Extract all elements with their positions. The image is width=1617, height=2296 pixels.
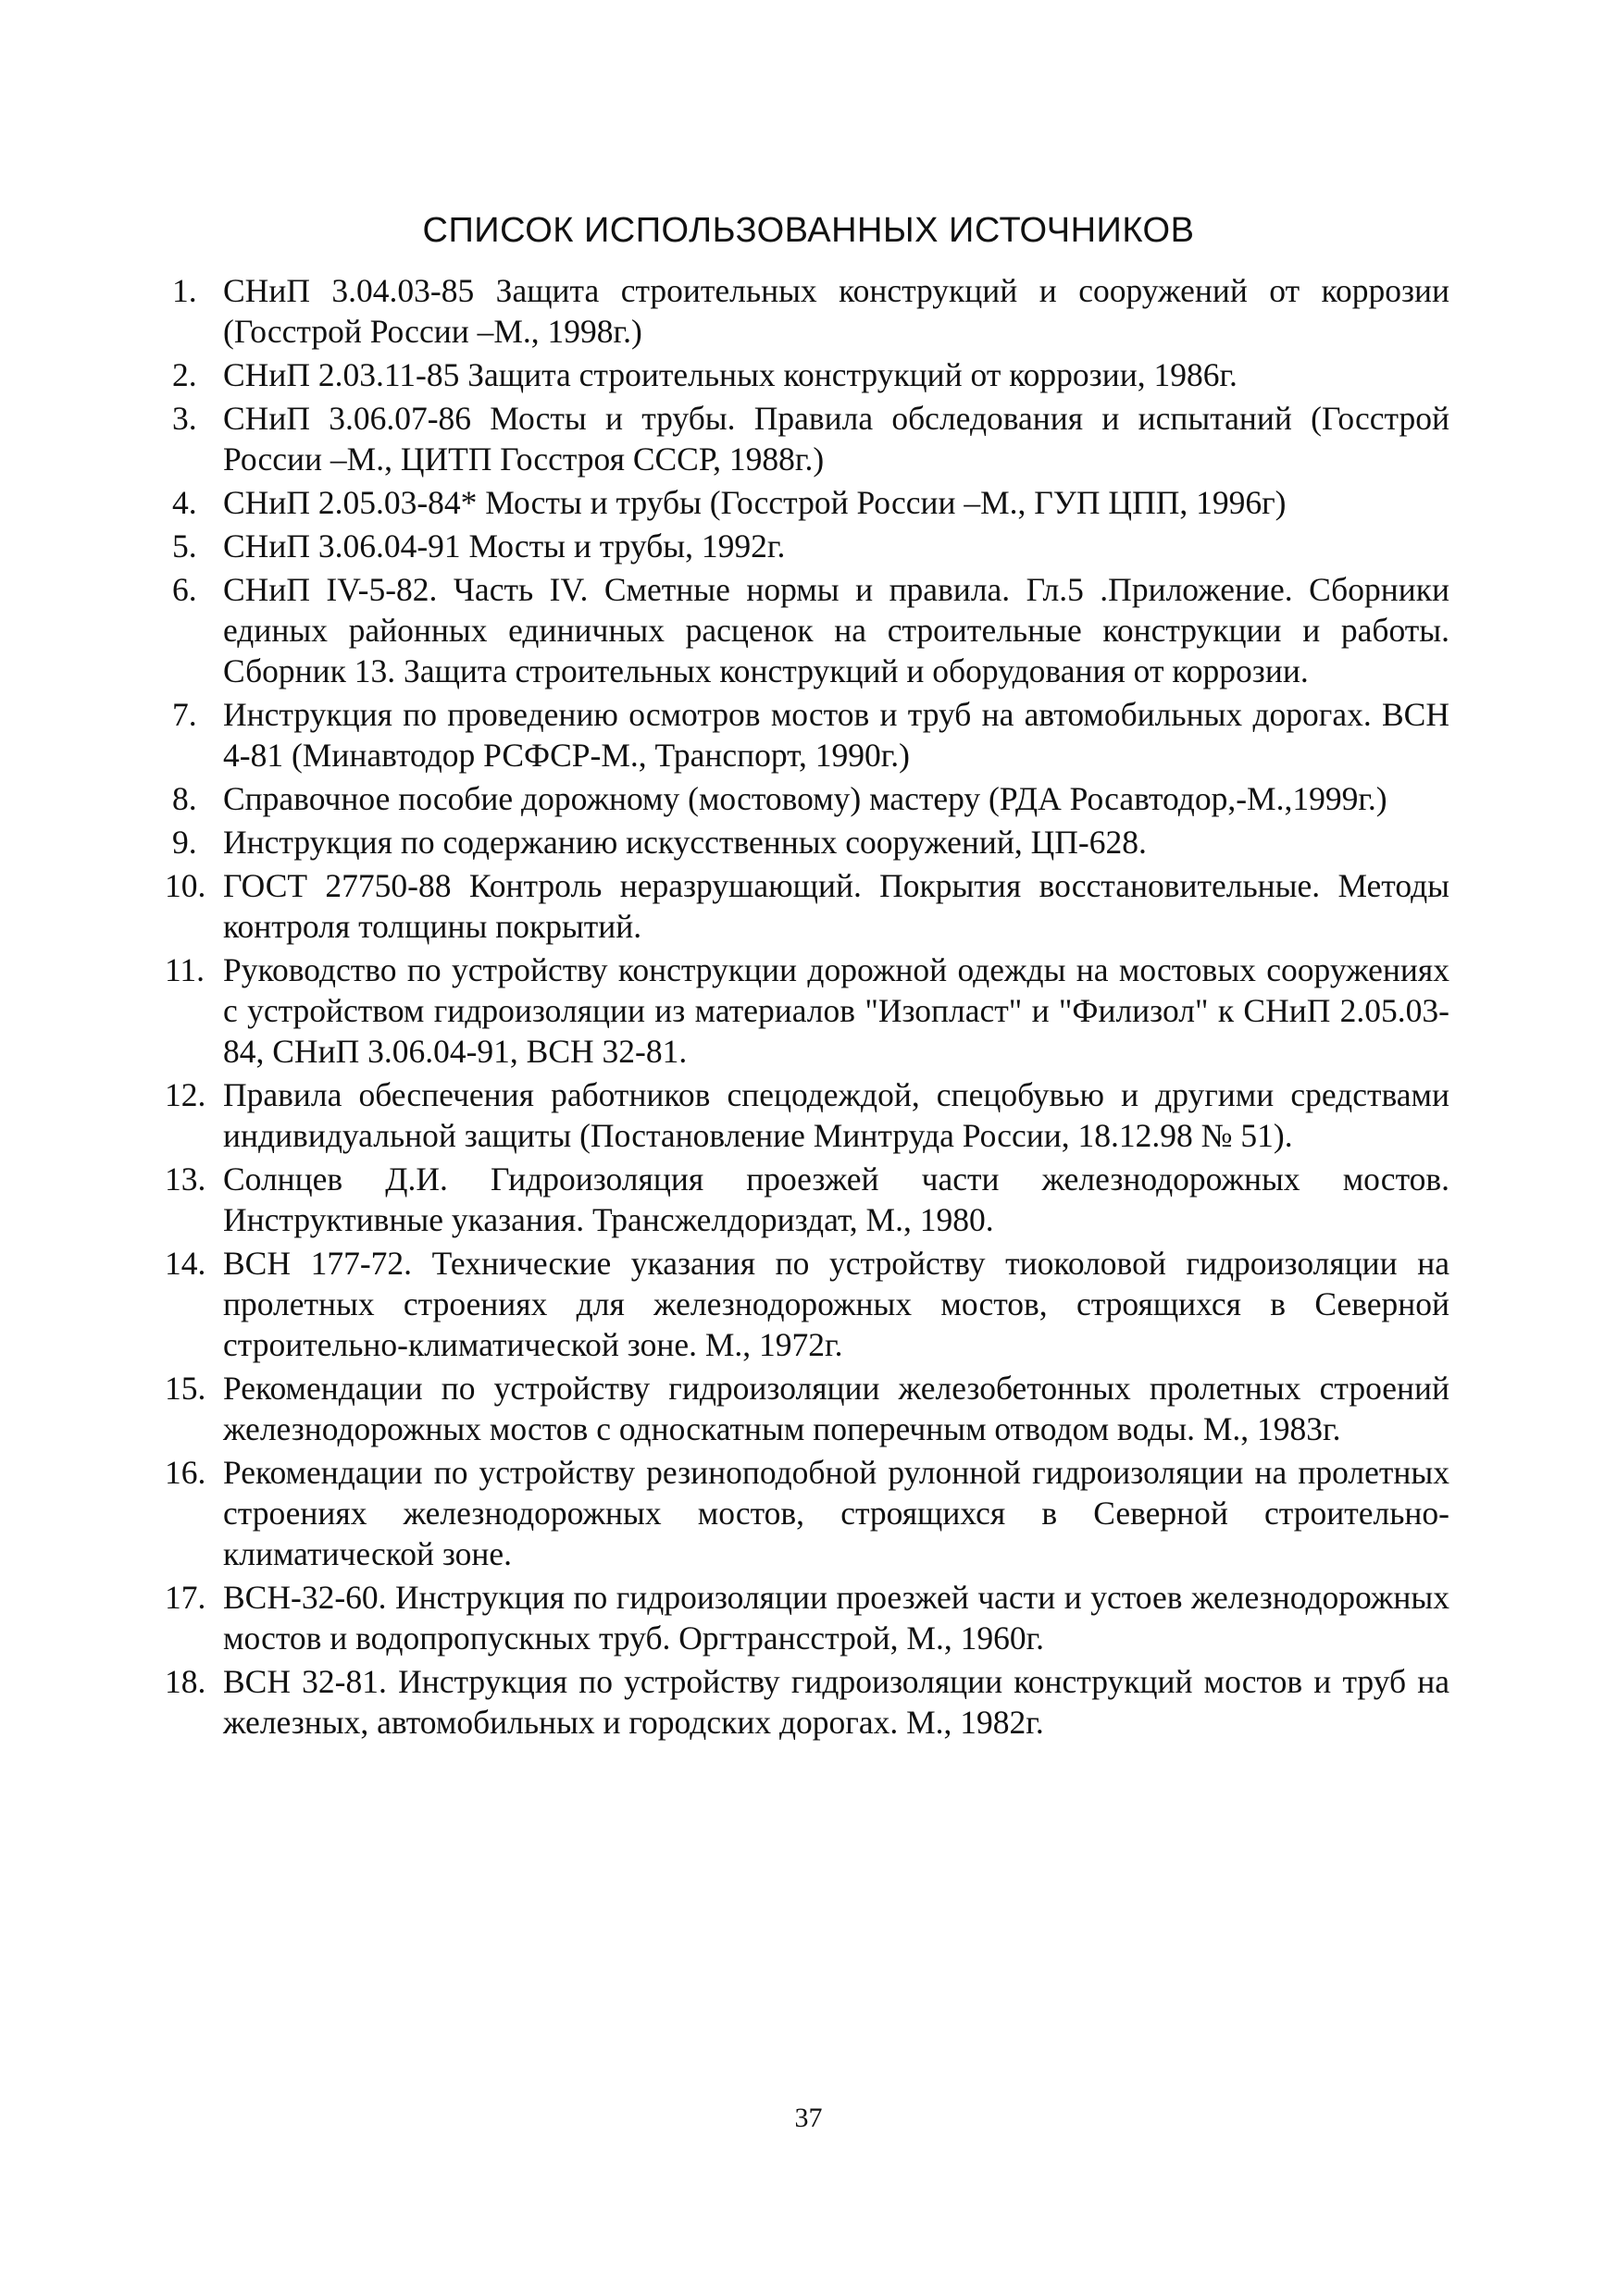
reference-item xyxy=(172,778,1449,819)
reference-number: 7. xyxy=(172,696,197,733)
reference-number: 8. xyxy=(172,780,197,817)
reference-text: ВСН 32-81. Инструкция по устройству гидроизоляции конструкций мостов и труб на железных, автомобильных и городских дорогах. М., 1982г. xyxy=(223,1663,1449,1741)
reference-text: Справочное пособие дорожному (мостовому) мастеру (РДА Росавтодор,-М.,1999г.) xyxy=(223,780,1387,817)
reference-list xyxy=(165,270,1449,1745)
reference-text: Рекомендации по устройству гидроизоляции железобетонных пролетных строений железнодорожных мостов с односкатным поперечным отводом воды. М., 1983г. xyxy=(223,1370,1449,1447)
reference-number: 18. xyxy=(165,1663,206,1700)
reference-text: СНиП 2.03.11-85 Защита строительных конструкций от коррозии, 1986г. xyxy=(223,356,1238,393)
reference-text: СНиП 3.06.04-91 Мосты и трубы, 1992г. xyxy=(223,527,786,565)
reference-item xyxy=(172,270,1449,352)
reference-item xyxy=(172,398,1449,479)
page-number: 37 xyxy=(794,2103,823,2133)
reference-number: 12. xyxy=(165,1076,206,1113)
reference-text: СНиП IV-5-82. Часть IV. Сметные нормы и правила. Гл.5 .Приложение. Сборники единых районных единичных расценок на строительные конструкции и работы. Сборник 13. Защита строительных конструкций и оборудования от коррозии. xyxy=(223,571,1449,689)
reference-number: 3. xyxy=(172,400,197,437)
reference-item xyxy=(172,482,1449,523)
reference-item xyxy=(172,569,1449,691)
reference-text: СНиП 3.06.07-86 Мосты и трубы. Правила обследования и испытаний (Госстрой России –М., ЦИТП Госстроя СССР, 1988г.) xyxy=(223,400,1449,478)
reference-number: 11. xyxy=(165,951,205,988)
page-title: СПИСОК ИСПОЛЬЗОВАННЫХ ИСТОЧНИКОВ xyxy=(422,211,1195,250)
reference-number: 16. xyxy=(165,1454,206,1491)
reference-item xyxy=(165,949,1449,1072)
reference-text: Правила обеспечения работников спецодеждой, спецобувью и другими средствами индивидуальной защиты (Постановление Минтруда России, 18.12.98 № 51). xyxy=(223,1076,1449,1154)
reference-number: 9. xyxy=(172,824,197,861)
reference-text: Рекомендации по устройству резиноподобной рулонной гидроизоляции на пролетных строениях железнодорожных мостов, строящихся в Северной строительно-климатической зоне. xyxy=(223,1454,1449,1572)
reference-text: Солнцев Д.И. Гидроизоляция проезжей части железнодорожных мостов. Инструктивные указания. Трансжелдориздат, М., 1980. xyxy=(223,1160,1449,1238)
reference-text: Инструкция по проведению осмотров мостов и труб на автомобильных дорогах. ВСН 4-81 (Минавтодор РСФСР-М., Транспорт, 1990г.) xyxy=(223,696,1449,774)
reference-item xyxy=(165,1452,1449,1574)
reference-number: 2. xyxy=(172,356,197,393)
reference-item xyxy=(165,1368,1449,1449)
reference-text: Инструкция по содержанию искусственных сооружений, ЦП-628. xyxy=(223,824,1147,861)
reference-item xyxy=(172,354,1449,395)
reference-text: ВСН-32-60. Инструкция по гидроизоляции проезжей части и устоев железнодорожных мостов и водопропускных труб. Оргтрансстрой, М., 1960г. xyxy=(223,1579,1449,1657)
reference-item xyxy=(165,865,1449,947)
reference-text: ВСН 177-72. Технические указания по устройству тиоколовой гидроизоляции на пролетных строениях для железнодорожных мостов, строящихся в Северной строительно-климатической зоне. М., 1972г. xyxy=(223,1245,1449,1363)
reference-text: СНиП 3.04.03-85 Защита строительных конструкций и сооружений от коррозии (Госстрой России –М., 1998г.) xyxy=(223,272,1449,350)
reference-number: 1. xyxy=(172,272,197,309)
reference-item xyxy=(165,1661,1449,1743)
reference-number: 4. xyxy=(172,484,197,521)
reference-item xyxy=(172,694,1449,776)
reference-number: 15. xyxy=(165,1370,206,1407)
reference-item xyxy=(165,1074,1449,1156)
reference-text: ГОСТ 27750-88 Контроль неразрушающий. Покрытия восстановительные. Методы контроля толщины покрытий. xyxy=(223,867,1449,945)
reference-text: СНиП 2.05.03-84* Мосты и трубы (Госстрой России –М., ГУП ЦПП, 1996г) xyxy=(223,484,1287,521)
reference-item xyxy=(165,1243,1449,1365)
reference-item xyxy=(165,1159,1449,1240)
reference-number: 14. xyxy=(165,1245,206,1282)
reference-item xyxy=(165,1577,1449,1658)
reference-number: 5. xyxy=(172,527,197,565)
reference-item xyxy=(172,822,1449,863)
reference-number: 6. xyxy=(172,571,197,608)
reference-number: 17. xyxy=(165,1579,206,1616)
reference-number: 13. xyxy=(165,1160,206,1198)
reference-item xyxy=(172,526,1449,566)
reference-number: 10. xyxy=(165,867,206,904)
reference-text: Руководство по устройству конструкции дорожной одежды на мостовых сооружениях с устройством гидроизоляции из материалов "Изопласт" и "Филизол" к СНиП 2.05.03-84, СНиП 3.06.04-91, ВСН 32-81. xyxy=(223,951,1449,1070)
